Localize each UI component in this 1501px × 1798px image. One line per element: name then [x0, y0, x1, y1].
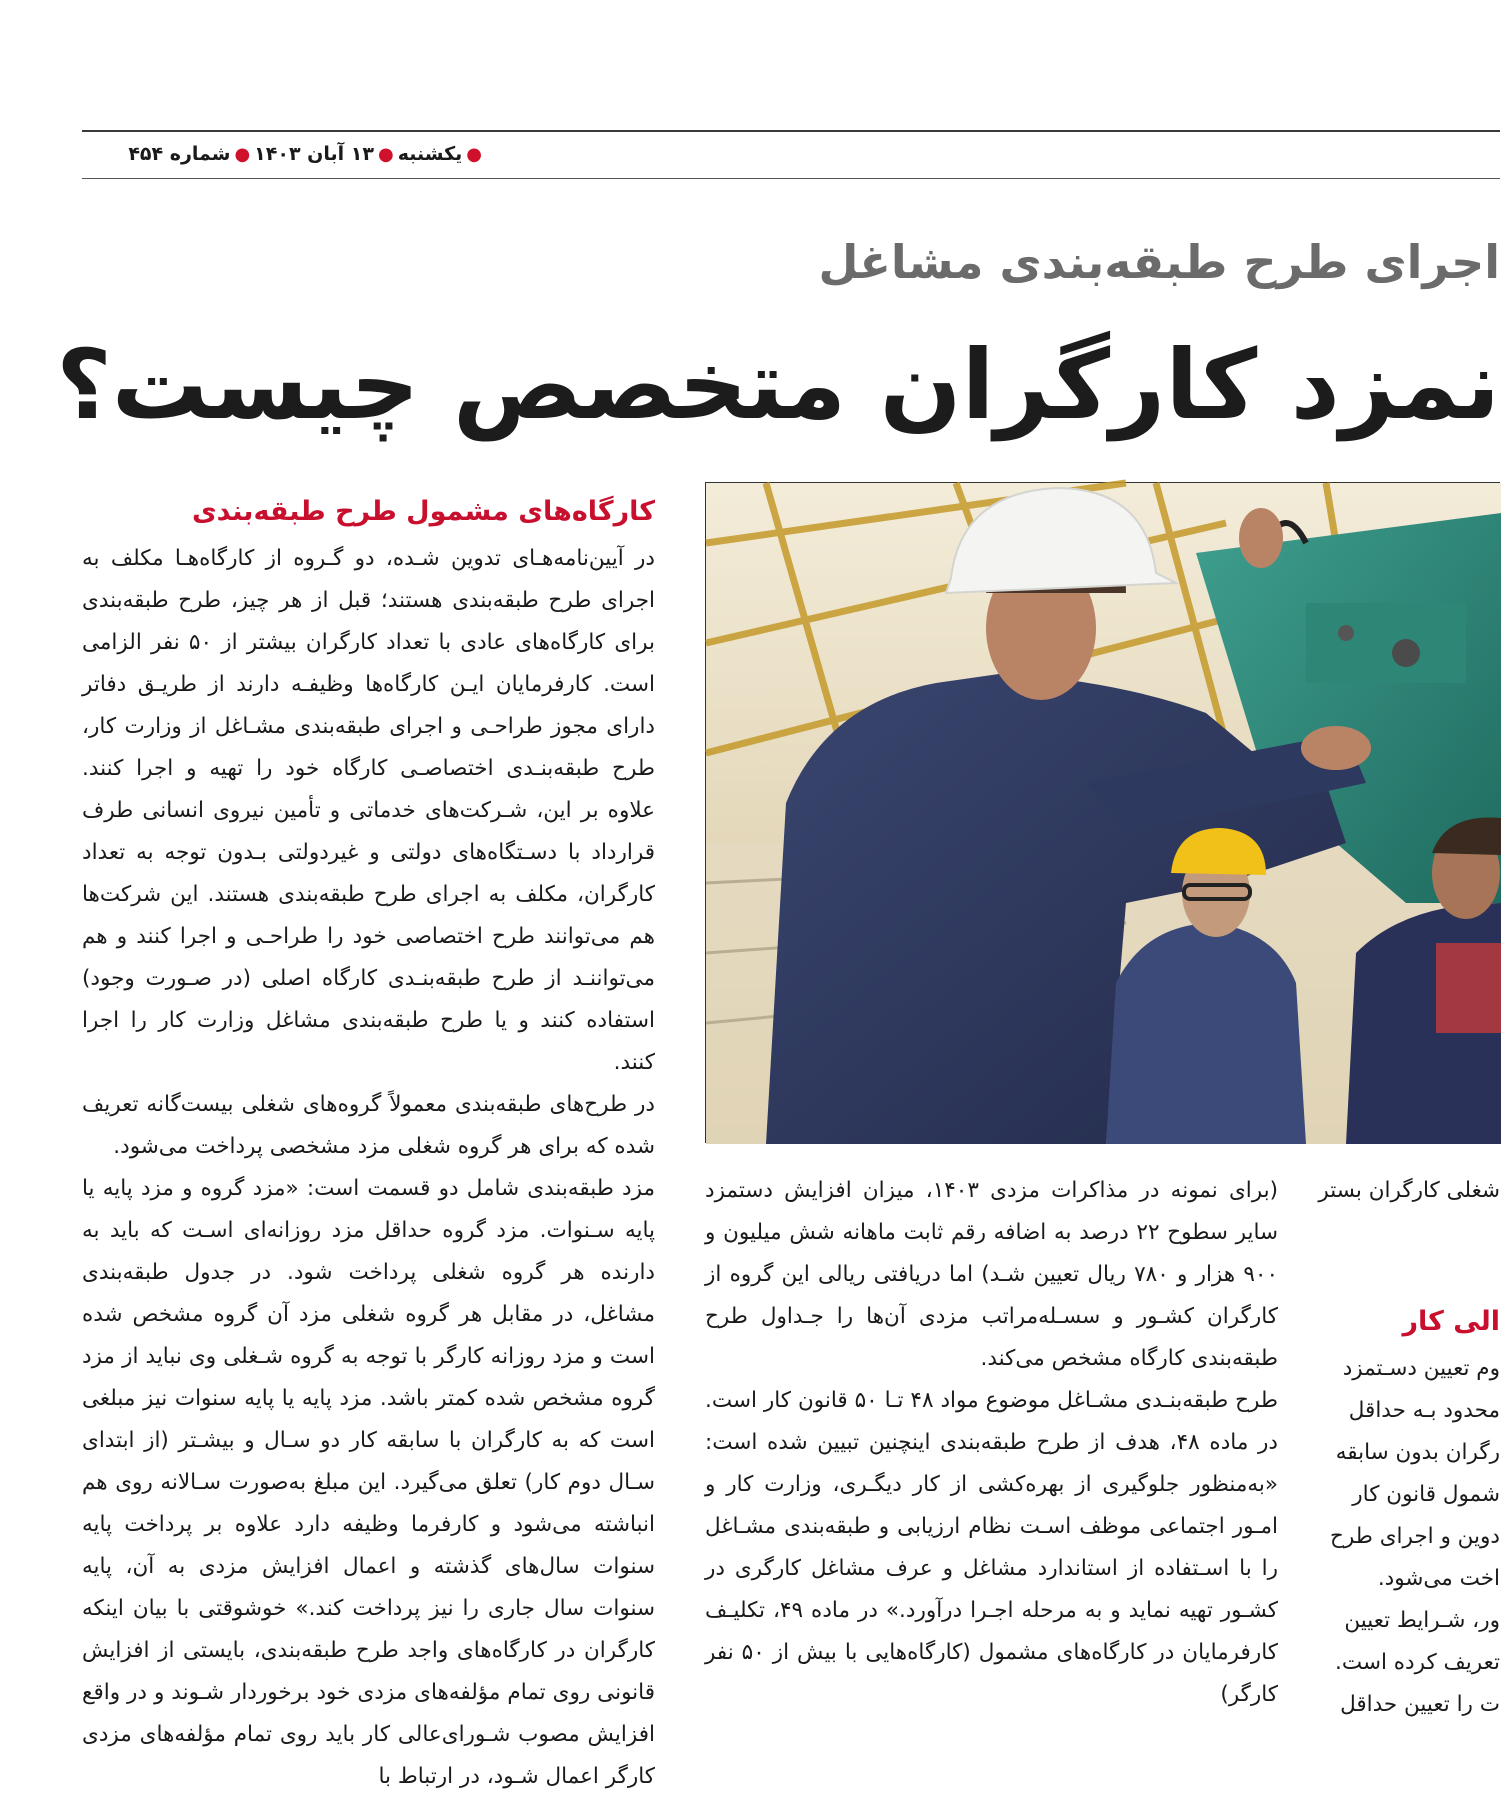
text-line: دوین و اجرای طرح [1330, 1524, 1500, 1549]
paragraph: (برای نمونه در مذاکرات مزدی ۱۴۰۳، میزان افزایش دستمزد سایر سطوح ۲۲ درصد به اضافه رقم ثابت ماهانه شش میلیون و ۹۰۰ هزار و ۷۸۰ ریال تعیین شـد) اما دریافتی ریالی این گروه از کارگران کشـور و سسـله‌مراتب مزدی آن‌ها را جـداول طرح طبقه‌بندی کارگاه مشخص می‌کند. [705, 1178, 1279, 1371]
paragraph: در آیین‌نامه‌هـای تدوین شـده، دو گـروه از کارگاه‌هـا مکلف به اجرای طرح طبقه‌بندی هستند؛ قبل از هر چیز، طرح طبقه‌بندی برای کارگاه‌های عادی با تعداد کارگران بیشتر از ۵۰ نفر الزامی است. کارفرمایان ایـن کارگاه‌ها وظیفـه دارند از طریـق دفاتر دارای مجوز طراحـی و اجرای طبقه‌بندی مشـاغل از وزارت کار، طرح طبقه‌بنـدی اختصاصـی کارگاه خود را تهیه و اجرا کنند. علاوه بر این، شـرکت‌های خدماتی و تأمین نیروی انسانی طرف قرارداد با دسـتگاه‌های دولتی و غیردولتی بـدون توجه به تعداد کارگران، مکلف به اجرای طرح طبقه‌بندی هستند. این شرکت‌ها هم می‌توانند طرح اختصاصی خود را طراحـی و اجرا کنند و هم می‌تواننـد از طرح طبقه‌بنـدی کارگاه اصلی (در صـورت وجود) استفاده کنند و یا طرح طبقه‌بندی مشاغل وزارت کار را اجرا کنند. [82, 546, 655, 1075]
red-dot-icon: ● [466, 143, 482, 165]
issue-day: یکشنبه [397, 143, 463, 165]
left-column [82, 492, 655, 1798]
text-line: وم تعیین دسـتمزد [1342, 1356, 1500, 1381]
text-line: شمول قانون کار [1352, 1482, 1500, 1507]
text-line: ور، شـرایط تعیین [1344, 1608, 1500, 1633]
middle-column [705, 1170, 1278, 1716]
section-subhead: الی کار [1402, 1306, 1500, 1337]
paragraph: در طرح‌های طبقه‌بندی معمولاً گروه‌های شغلی بیست‌گانه تعریف شده که برای هر گروه شغلی مزد مشخصی پرداخت می‌شود. [82, 1092, 655, 1159]
issue-number: شماره ۴۵۴ [128, 143, 231, 165]
text-line: ت را تعیین حداقل [1340, 1692, 1500, 1717]
red-dot-icon: ● [234, 143, 251, 165]
article-photo [705, 482, 1500, 1143]
paragraph: طرح طبقه‌بنـدی مشـاغل موضوع مواد ۴۸ تـا ۵۰ قانون کار است. در ماده ۴۸، هدف از طرح طبقه‌بندی اینچنین تبیین شده است: «به‌منظور جلوگیری از بهره‌کشی از کار دیگـری، وزارت کار و امـور اجتماعی موظف اسـت نظام ارزیابی و طبقه‌بندی مشـاغل را با اسـتفاده از استاندارد مشاغل و عرف مشاغل کارگری در کشـور تهیه نماید و به مرحله اجـرا درآورد.» در ماده ۴۹، تکلیـف کارفرمایان در کارگاه‌های مشمول (کارگاه‌هایی با بیش از ۵۰ نفر کارگر) [705, 1388, 1278, 1707]
header-divider [82, 178, 1500, 179]
issue-date: ۱۳ آبان ۱۴۰۳ [254, 143, 374, 165]
workers-photo-illustration [706, 483, 1501, 1144]
text-line: رگران بدون سابقه [1335, 1440, 1500, 1465]
text-line: اخت می‌شود. [1377, 1566, 1500, 1591]
text-line: تعریف کرده است. [1335, 1650, 1500, 1675]
text-line: شغلی کارگران بستر [1318, 1178, 1500, 1203]
red-dot-icon: ● [378, 143, 394, 165]
article-headline: نمزد کارگران متخصص چیست؟ [56, 329, 1500, 441]
issue-info [82, 140, 482, 168]
article-supertitle: اجرای طرح طبقه‌بندی مشاغل [818, 235, 1500, 289]
right-column-fragment [1318, 1170, 1500, 1726]
top-rule [82, 130, 1500, 132]
paragraph: مزد طبقه‌بندی شامل دو قسمت است: «مزد گروه و مزد پایه یا پایه سـنوات. مزد گروه حداقل مزد روزانه‌ای اسـت که باید به دارنده هر گروه شغلی پرداخت شود. در جدول طبقه‌بندی مشاغل، در مقابل هر گروه شغلی مزد آن گروه مشخص شده است و مزد روزانه کارگر با توجه به گروه شـغلی وی نباید از مزد گروه مشخص شده کمتر باشد. مزد پایه یا پایه سنوات نیز مبلغی است که به کارگران با سابقه کار دو سـال و بیشـتر (از ابتدای سـال دوم کار) تعلق می‌گیرد. این مبلغ به‌صورت سـالانه روی هم انباشته می‌شود و کارفرما وظیفه دارد علاوه بر پرداخت پایه سنوات سال‌های گذشته و اعمال افزایش مزدی به آن، پایه سنوات سال جاری را نیز پرداخت کند.» خوشوقتی با بیان اینکه کارگران در کارگاه‌های واجد طرح طبقه‌بندی، بایستی از افزایش قانونی روی تمام مؤلفه‌های مزدی خود برخوردار شـوند و در واقع افزایش مصوب شـورای‌عالی کار باید روی تمام مؤلفه‌های مزدی کارگر اعمال شـود، در ارتباط با [82, 1176, 655, 1789]
section-subhead: کارگاه‌های مشمول طرح طبقه‌بندی [191, 496, 655, 527]
text-line: محدود بـه حداقل [1348, 1398, 1500, 1423]
